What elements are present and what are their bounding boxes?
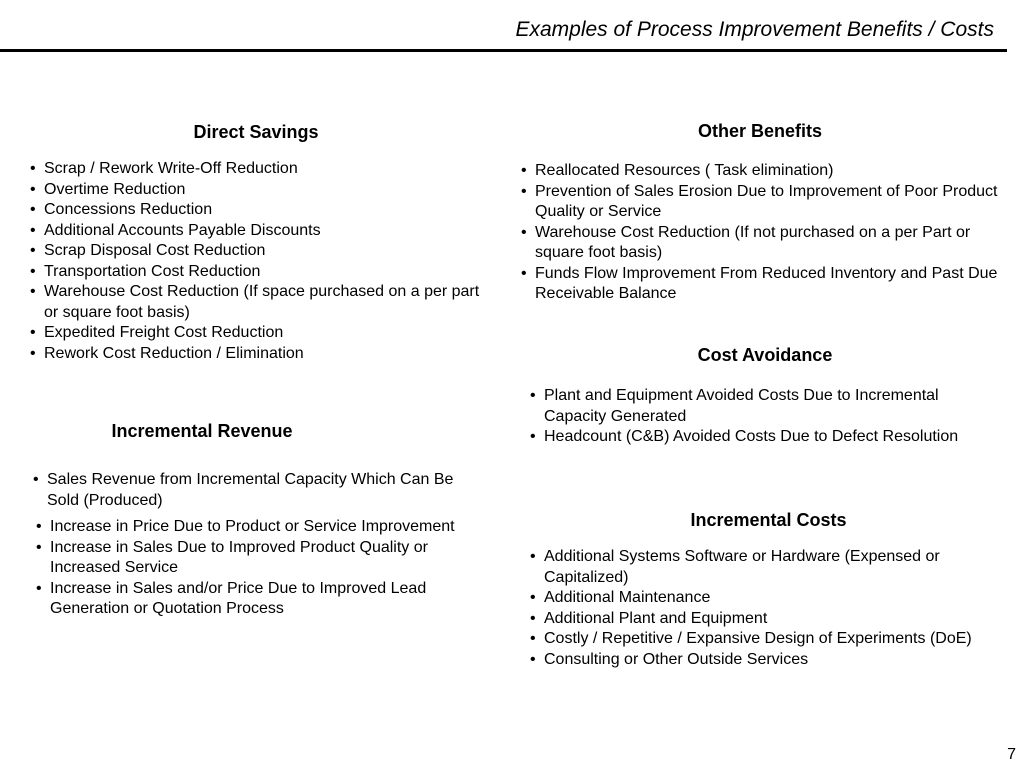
incremental-revenue-section <box>33 421 473 620</box>
list-item: • Consulting or Other Outside Services <box>530 650 1015 671</box>
list-item: • Additional Plant and Equipment <box>530 609 1015 630</box>
list-item: • Concessions Reduction <box>30 200 492 221</box>
list-item: • Transportation Cost Reduction <box>30 262 492 283</box>
list-item: • Warehouse Cost Reduction (If space purchased on a per part or square foot basis) <box>30 282 492 323</box>
list-item: • Additional Systems Software or Hardware (Expensed or Capitalized) <box>530 547 1015 588</box>
incremental-costs-heading: Incremental Costs <box>690 510 847 530</box>
direct-savings-heading: Direct Savings <box>193 122 319 142</box>
direct-savings-list <box>30 159 492 364</box>
page-number: 7 <box>1007 746 1016 763</box>
list-item: • Increase in Sales Due to Improved Product Quality or Increased Service <box>36 538 473 579</box>
list-item: • Rework Cost Reduction / Elimination <box>30 344 492 365</box>
list-item: • Reallocated Resources ( Task elimination) <box>521 161 1001 182</box>
list-item: • Warehouse Cost Reduction (If not purchased on a per Part or square foot basis) <box>521 223 1001 264</box>
direct-savings-section <box>30 122 492 364</box>
list-item: • Funds Flow Improvement From Reduced Inventory and Past Due Receivable Balance <box>521 264 1001 305</box>
cost-avoidance-list <box>530 386 1005 448</box>
cost-avoidance-heading: Cost Avoidance <box>697 345 833 365</box>
list-item: • Scrap Disposal Cost Reduction <box>30 241 492 262</box>
incremental-revenue-heading: Incremental Revenue <box>111 421 293 441</box>
list-item: • Additional Maintenance <box>530 588 1015 609</box>
slide-title: Examples of Process Improvement Benefits / Costs <box>515 18 994 41</box>
list-item: • Sales Revenue from Incremental Capacity Which Can Be Sold (Produced) <box>33 470 473 511</box>
other-benefits-list <box>521 161 1001 305</box>
list-item: • Prevention of Sales Erosion Due to Improvement of Poor Product Quality or Service <box>521 182 1001 223</box>
list-item: • Increase in Sales and/or Price Due to Improved Lead Generation or Quotation Process <box>36 579 473 620</box>
incremental-costs-list <box>530 547 1015 670</box>
list-item: • Scrap / Rework Write-Off Reduction <box>30 159 492 180</box>
list-item: • Overtime Reduction <box>30 180 492 201</box>
title-underline <box>0 49 1007 52</box>
list-item: • Expedited Freight Cost Reduction <box>30 323 492 344</box>
incremental-costs-section <box>530 510 1015 670</box>
other-benefits-heading: Other Benefits <box>697 121 823 141</box>
incremental-revenue-list-2 <box>36 517 473 620</box>
list-item: • Costly / Repetitive / Expansive Design of Experiments (DoE) <box>530 629 1015 650</box>
other-benefits-section <box>521 121 1001 305</box>
list-item: • Additional Accounts Payable Discounts <box>30 221 492 242</box>
list-item: • Increase in Price Due to Product or Service Improvement <box>36 517 473 538</box>
list-item: • Plant and Equipment Avoided Costs Due to Incremental Capacity Generated <box>530 386 1005 427</box>
cost-avoidance-section <box>530 345 1005 448</box>
list-item: • Headcount (C&B) Avoided Costs Due to Defect Resolution <box>530 427 1005 448</box>
incremental-revenue-list-1 <box>33 470 473 511</box>
